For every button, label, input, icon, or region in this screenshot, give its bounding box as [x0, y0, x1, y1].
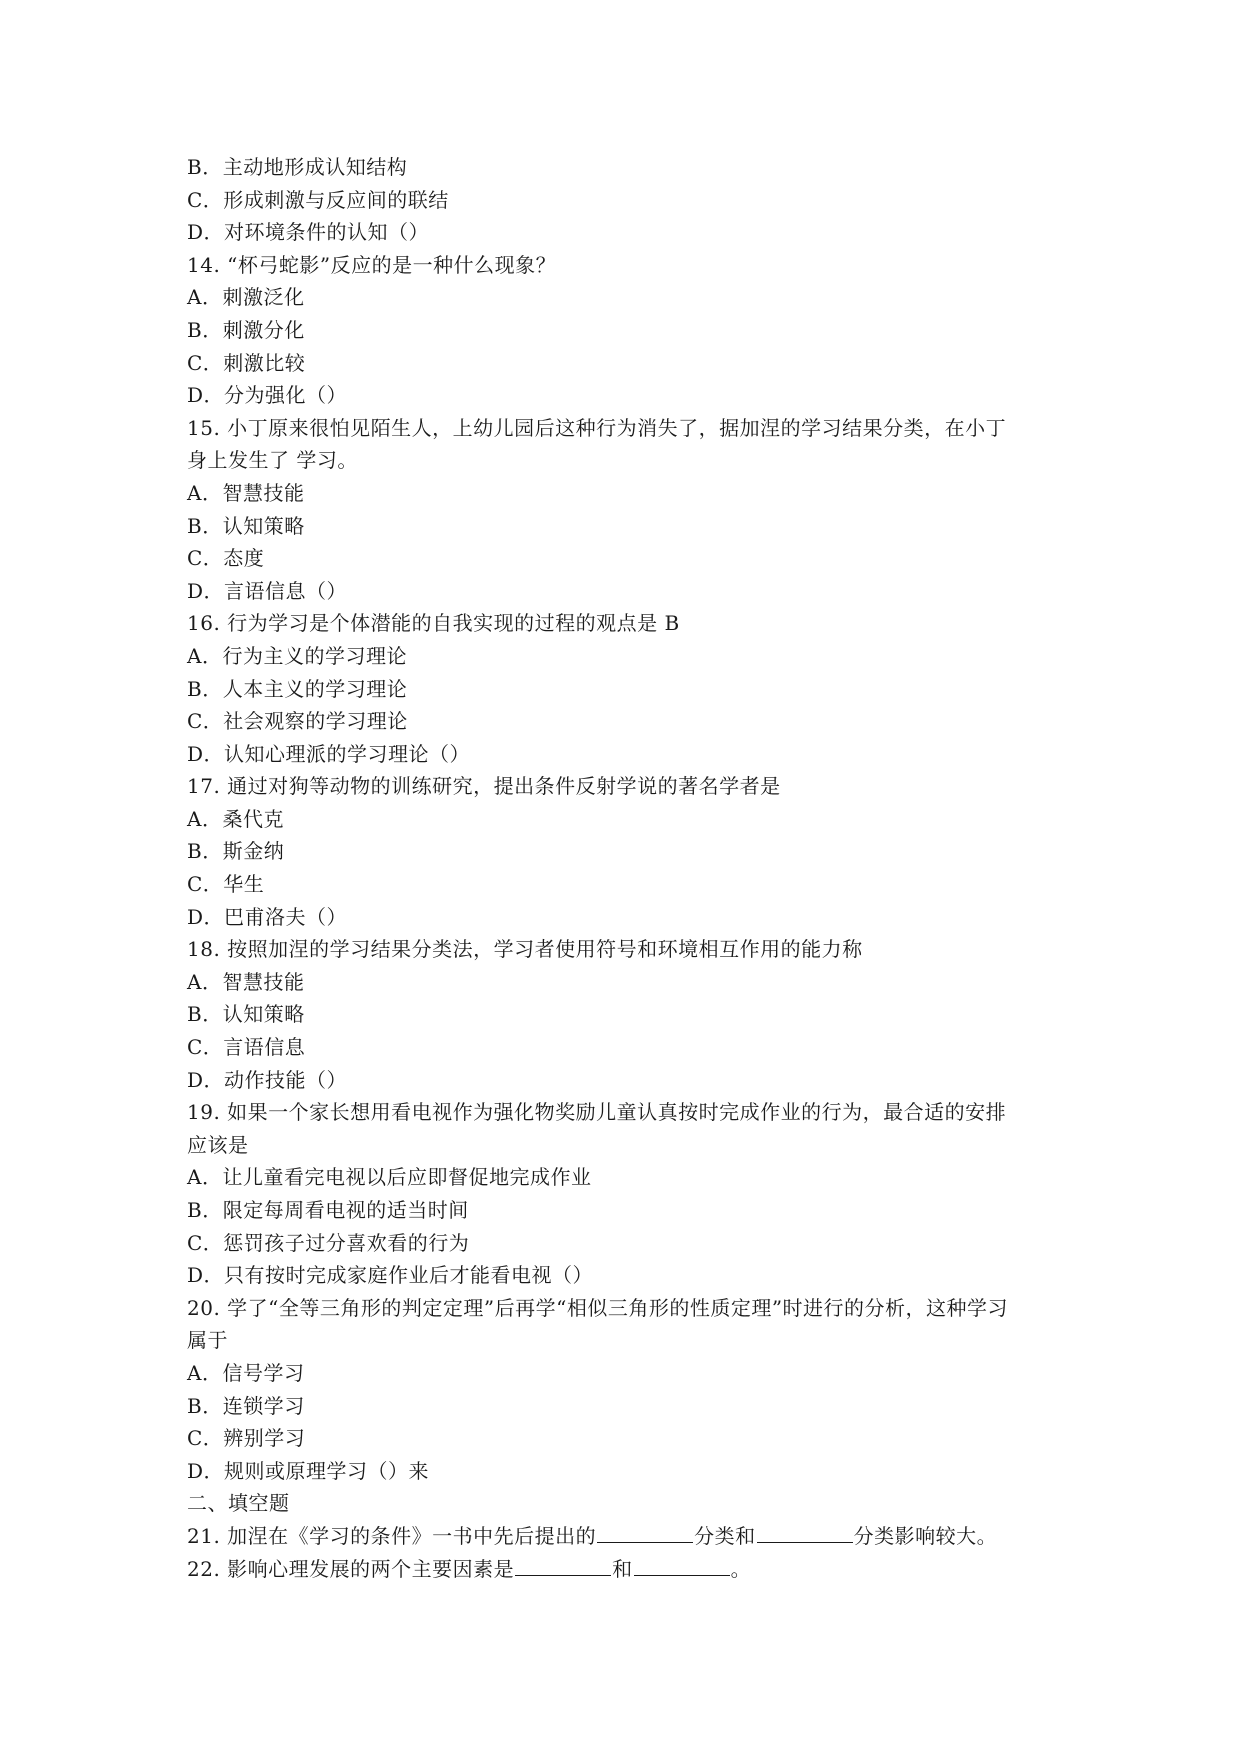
- question-15-line1: 15. 小丁原来很怕见陌生人，上幼儿园后这种行为消失了，据加涅的学习结果分类，在小丁: [187, 415, 1007, 440]
- option-a-q14: A．刺激泛化: [187, 285, 305, 310]
- question-14: 14. “杯弓蛇影”反应的是一种什么现象？: [187, 252, 557, 277]
- question-21-blank-1: [597, 1520, 693, 1543]
- option-c-q14: C．刺激比较: [187, 350, 306, 375]
- question-21-blank-2: [757, 1520, 853, 1543]
- question-21-text-3: 分类影响较大。: [853, 1523, 998, 1548]
- option-a-q18: A．智慧技能: [187, 969, 305, 994]
- option-c-q13: C．形成刺激与反应间的联结: [187, 187, 449, 212]
- option-d-q18: D．动作技能（）: [187, 1067, 348, 1092]
- option-d-q15: D．言语信息（）: [187, 578, 348, 603]
- option-a-q17: A．桑代克: [187, 806, 284, 831]
- option-a-q19: A．让儿童看完电视以后应即督促地完成作业: [187, 1165, 592, 1190]
- question-19-line1: 19. 如果一个家长想用看电视作为强化物奖励儿童认真按时完成作业的行为，最合适的安排: [187, 1100, 1007, 1125]
- option-d-q19: D．只有按时完成家庭作业后才能看电视（）: [187, 1263, 594, 1288]
- option-b-q15: B．认知策略: [187, 513, 305, 538]
- document-page: [187, 151, 1067, 1585]
- question-22-text-2: 和: [612, 1556, 633, 1581]
- question-17: 17. 通过对狗等动物的训练研究，提出条件反射学说的著名学者是: [187, 774, 781, 799]
- question-22-text-3: 。: [730, 1556, 752, 1581]
- option-d-q17: D．巴甫洛夫（）: [187, 904, 348, 929]
- option-d-q13: D．对环境条件的认知（）: [187, 220, 430, 245]
- option-a-q20: A．信号学习: [187, 1360, 305, 1385]
- question-21-text-1: 21. 加涅在《学习的条件》一书中先后提出的: [187, 1523, 597, 1548]
- option-b-q20: B．连锁学习: [187, 1393, 305, 1418]
- option-b-q18: B．认知策略: [187, 1002, 305, 1027]
- question-18: 18. 按照加涅的学习结果分类法，学习者使用符号和环境相互作用的能力称: [187, 937, 863, 962]
- question-16: 16. 行为学习是个体潜能的自我实现的过程的观点是 B: [187, 611, 680, 636]
- question-20-line1: 20. 学了“全等三角形的判定定理”后再学“相似三角形的性质定理”时进行的分析，这种学习: [187, 1295, 1009, 1320]
- option-c-q17: C．华生: [187, 872, 265, 897]
- question-21: [187, 1520, 1067, 1553]
- option-c-q20: C．辨别学习: [187, 1426, 306, 1451]
- option-d-q14: D．分为强化（）: [187, 383, 348, 408]
- option-d-q20: D．规则或原理学习（）来: [187, 1458, 430, 1483]
- option-c-q16: C．社会观察的学习理论: [187, 709, 408, 734]
- option-b-q14: B．刺激分化: [187, 317, 305, 342]
- option-b-q16: B．人本主义的学习理论: [187, 676, 408, 701]
- option-b-q17: B．斯金纳: [187, 839, 285, 864]
- question-22-blank-1: [515, 1553, 611, 1576]
- option-b-q19: B．限定每周看电视的适当时间: [187, 1198, 469, 1222]
- question-22-blank-2: [634, 1553, 730, 1576]
- option-a-q16: A．行为主义的学习理论: [187, 643, 407, 668]
- section-heading-fill-in: 二、填空题: [187, 1491, 290, 1516]
- option-b-q13: B．主动地形成认知结构: [187, 155, 408, 179]
- question-20-line2: 属于: [187, 1328, 228, 1353]
- option-c-q15: C．态度: [187, 546, 265, 571]
- question-22-text-1: 22. 影响心理发展的两个主要因素是: [187, 1556, 515, 1581]
- option-a-q15: A．智慧技能: [187, 480, 305, 505]
- question-15-line2: 身上发生了 学习。: [187, 448, 358, 473]
- option-c-q18: C．言语信息: [187, 1035, 306, 1060]
- question-19-line2: 应该是: [187, 1132, 249, 1157]
- option-c-q19: C．惩罚孩子过分喜欢看的行为: [187, 1230, 470, 1255]
- option-d-q16: D．认知心理派的学习理论（）: [187, 741, 471, 766]
- question-22: [187, 1553, 1067, 1586]
- question-21-text-2: 分类和: [694, 1523, 756, 1548]
